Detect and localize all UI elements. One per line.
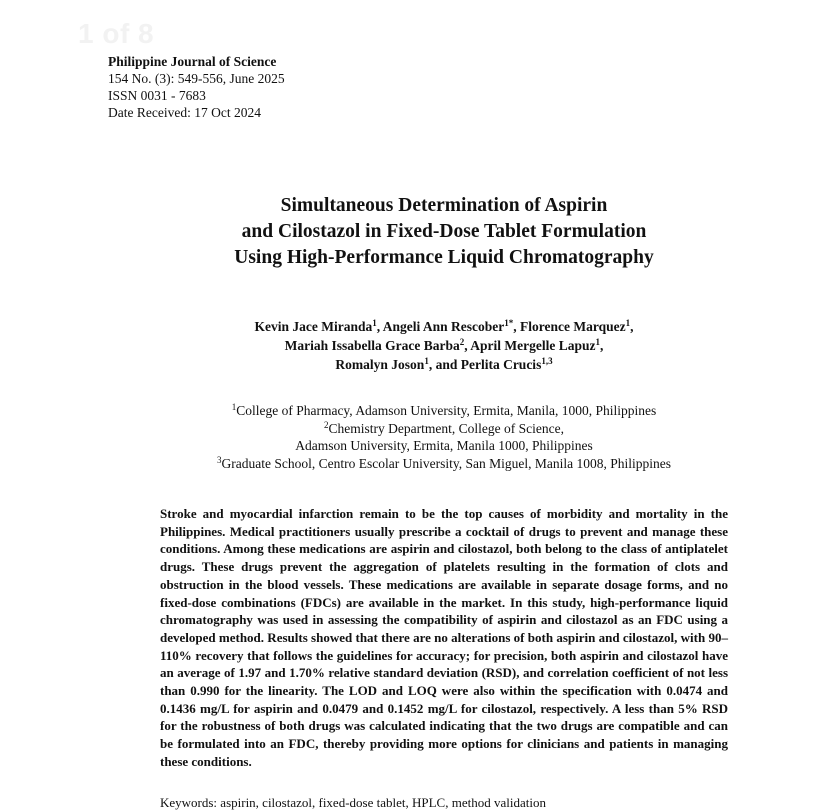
author-name: Florence Marquez	[520, 319, 626, 334]
author-conjunction: and	[435, 357, 458, 372]
affiliation-mark: 3	[217, 454, 222, 465]
abstract: Stroke and myocardial infarction remain to be the top causes of morbidity and mortality in the Philippines. Medical practitioners usually prescribe a cocktail of drugs to prevent and manage these conditions. Among these medications are aspirin and cilostazol, both belong to the class of antiplatelet drugs. These drugs prevent the aggregation of platelets resulting in the formation of clots and obstruction in the blood vessels. These medications are available in separate dosage forms, and no fixed-dose combinations (FDCs) are available in the market. In this study, high-performance liquid chromatography was used in assessing the compatibility of aspirin and cilostazol as an FDC using a developed method. Results showed that there are no alterations of both aspirin and cilostazol, with 90–110% recovery that follows the guidelines for accuracy; for precision, both aspirin and cilostazol have an average of 1.97 and 1.70% relative standard deviation (RSD), and correlation coefficient of not less than 0.990 for the linearity. The LOD and LOQ were also within the specification with 0.0474 and 0.1436 mg/L for aspirin and 0.0479 and 0.1452 mg/L for cilostazol, respectively. A less than 5% RSD for the robustness of both drugs was calculated indicating that the two drugs are compatible and can be formulated into an FDC, thereby providing more options for clinicians and patients in managing these conditions.	[160, 506, 728, 769]
journal-issn: ISSN 0031 - 7683	[108, 88, 206, 103]
affiliation-3	[0, 455, 828, 473]
author-name: April Mergelle Lapuz	[470, 338, 596, 353]
keywords: Keywords: aspirin, cilostazol, fixed-dose tablet, HPLC, method validation	[160, 795, 546, 810]
author-name: Romalyn Joson	[335, 357, 425, 372]
affiliation-1	[0, 402, 828, 420]
affiliation-mark: 1	[231, 402, 237, 412]
affiliation-text: College of Pharmacy, Adamson University, Ermita, Manila, 1000, Philippines	[236, 403, 657, 418]
author-name: Angeli Ann Rescober	[382, 319, 505, 334]
author-affiliation-mark: 1	[625, 318, 631, 328]
title-line: Using High-Performance Liquid Chromatography	[234, 247, 654, 268]
date-received: Date Received: 17 Oct 2024	[108, 105, 261, 120]
affiliation-text: Graduate School, Centro Escolar University, San Miguel, Manila 1008, Philippines	[221, 455, 671, 471]
author-affiliation-mark: 1	[424, 356, 429, 366]
affiliation-2	[0, 420, 828, 438]
affiliations	[0, 402, 828, 472]
author-affiliation-mark: 2	[459, 337, 465, 347]
journal-issue: 154 No. (3): 549-556, June 2025	[108, 71, 285, 86]
author-line: Kevin Jace Miranda$^1$, Angeli Ann Rescober$^{1*}$, Florence Marquez$^1$,	[254, 318, 634, 334]
author-line: Mariah Issabella Grace Barba$^2$, April Mergelle Lapuz$^1$,	[284, 337, 604, 353]
author-affiliation-mark: 1*	[504, 318, 514, 328]
author-affiliation-mark: 1	[372, 318, 377, 328]
author-name: Kevin Jace Miranda	[254, 319, 373, 334]
paper-title	[0, 193, 828, 271]
journal-header	[108, 53, 285, 121]
title-line: Simultaneous Determination of Aspirin	[280, 195, 608, 216]
page-indicator: 1 of 8	[78, 18, 155, 49]
author-name: Mariah Issabella Grace Barba	[284, 338, 460, 353]
author-list	[0, 317, 828, 374]
journal-name: Philippine Journal of Science	[108, 54, 277, 69]
author-affiliation-mark: 1,3	[541, 356, 553, 366]
author-line: Romalyn Joson$^1$, and Perlita Crucis$^{1,3}$	[335, 356, 553, 372]
author-name: Perlita Crucis	[460, 357, 542, 372]
title-line: and Cilostazol in Fixed-Dose Tablet Formulation	[241, 221, 647, 242]
affiliation-mark: 2	[324, 419, 329, 430]
affiliation-2-cont: Adamson University, Ermita, Manila 1000, Philippines	[295, 438, 593, 453]
affiliation-text: Chemistry Department, College of Science,	[328, 420, 564, 436]
author-affiliation-mark: 1	[595, 337, 600, 347]
